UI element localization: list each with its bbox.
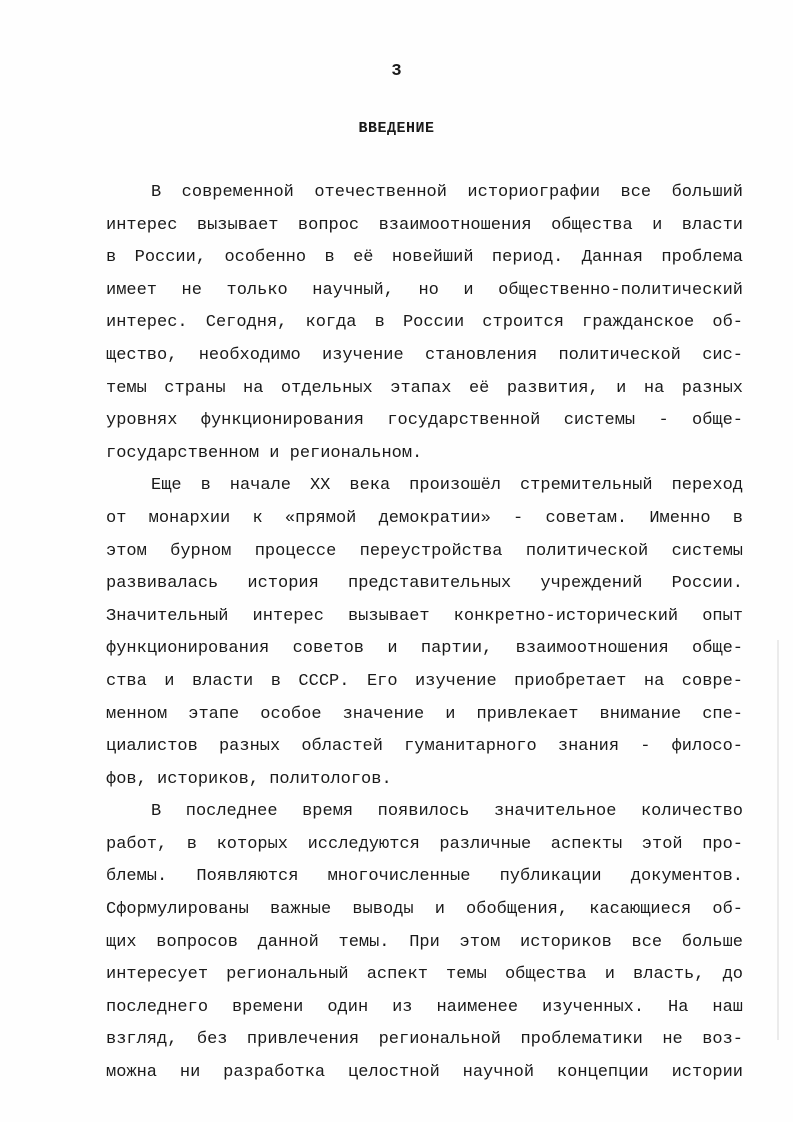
text-line: можна ни разработка целостной научной концепции истории: [106, 1063, 743, 1083]
text-line: функционирования советов и партии, взаимоотношения обще-: [106, 639, 743, 659]
text-line: ства и власти в СССР. Его изучение приобретает на совре-: [106, 671, 743, 691]
text-line: щество, необходимо изучение становления политической сис-: [106, 345, 743, 365]
text-line: развивалась история представительных учреждений России.: [106, 574, 743, 594]
text-line: интересует региональный аспект темы общества и власть, до: [106, 965, 743, 985]
text-line: работ, в которых исследуются различные аспекты этой про-: [106, 834, 743, 854]
text-line: фов, историков, политологов.: [106, 769, 392, 789]
text-line: блемы. Появляются многочисленные публикации документов.: [106, 867, 743, 887]
text-line: Сформулированы важные выводы и обобщения, касающиеся об-: [106, 900, 743, 920]
body-text: [106, 177, 743, 1090]
text-line: Еще в начале XX века произошёл стремительный переход: [151, 476, 743, 496]
text-line: темы страны на отдельных этапах её развития, и на разных: [106, 378, 743, 398]
scan-margin-mark: [777, 640, 779, 1040]
text-line: от монархии к «прямой демократии» - советам. Именно в: [106, 508, 743, 528]
text-line: государственном и региональном.: [106, 443, 423, 463]
text-line: взгляд, без привлечения региональной проблематики не воз-: [106, 1030, 743, 1050]
text-line: щих вопросов данной темы. При этом историков все больше: [106, 932, 743, 952]
text-line: менном этапе особое значение и привлекает внимание спе-: [106, 704, 743, 724]
text-line: интерес. Сегодня, когда в России строится гражданское об-: [106, 313, 743, 333]
paragraph-2: [106, 470, 743, 796]
text-line: этом бурном процессе переустройства политической системы: [106, 541, 743, 561]
text-line: циалистов разных областей гуманитарного знания - филосо-: [106, 737, 743, 757]
text-line: уровнях функционирования государственной системы - обще-: [106, 411, 743, 431]
text-line: В последнее время появилось значительное количество: [151, 802, 743, 822]
text-line: последнего времени один из наименее изученных. На наш: [106, 997, 743, 1017]
page-number: 3: [391, 62, 402, 81]
paragraph-3: [106, 796, 743, 1089]
text-line: в России, особенно в её новейший период. Данная проблема: [106, 248, 743, 268]
text-line: В современной отечественной историографии все больший: [151, 183, 743, 202]
paragraph-1: [106, 177, 743, 470]
text-line: интерес вызывает вопрос взаимоотношения общества и власти: [106, 215, 743, 235]
section-heading: ВВЕДЕНИЕ: [358, 120, 435, 137]
text-line: имеет не только научный, но и общественно-политический: [106, 280, 743, 300]
text-line: Значительный интерес вызывает конкретно-исторический опыт: [106, 606, 743, 626]
